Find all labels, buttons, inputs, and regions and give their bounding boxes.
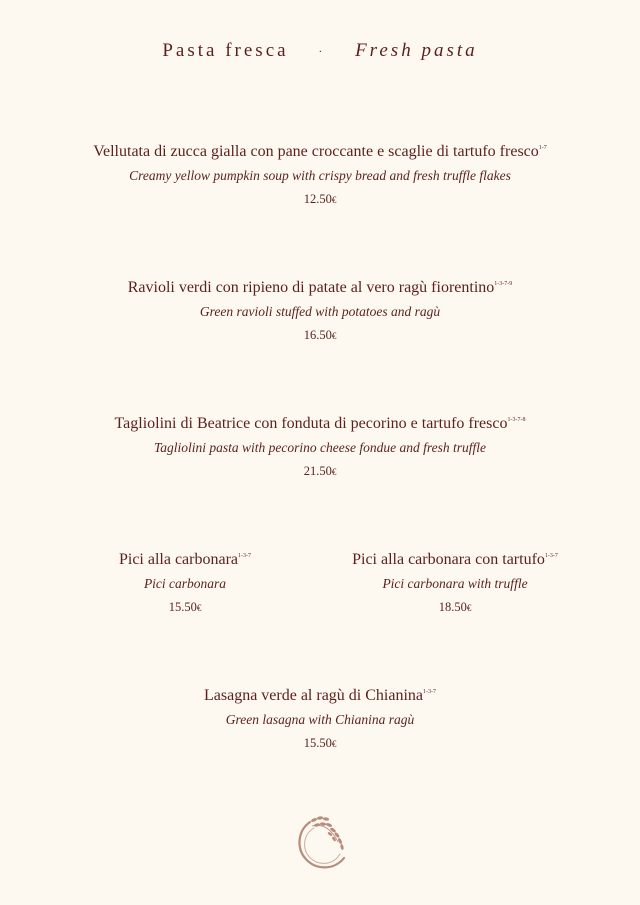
dish-price: [0, 191, 640, 208]
menu-item-pici-carbonara-truffle: [330, 546, 580, 616]
price-value: 18.50: [438, 600, 467, 614]
dish-description: Green lasagna with Chianina ragù: [225, 712, 415, 727]
menu-section-title: [0, 40, 640, 62]
dish-price: [0, 327, 640, 344]
title-separator: ·: [318, 44, 326, 59]
currency-symbol: €: [331, 739, 337, 749]
dish-name-text: Ravioli verdi con ripieno di patate al vero ragù fiorentino: [127, 279, 495, 296]
dish-description: Pici carbonara: [143, 576, 227, 591]
dish-name: [330, 546, 580, 570]
dish-name-text: Lasagna verde al ragù di Chianina: [203, 687, 424, 704]
title-english: Fresh pasta: [355, 40, 478, 61]
dish-price: [0, 735, 640, 752]
dish-description: Tagliolini pasta with pecorino cheese fondue and fresh truffle: [154, 440, 486, 455]
price-value: 21.50: [303, 464, 332, 478]
dish-name: [60, 546, 310, 570]
dish-price: [0, 463, 640, 480]
price-value: 15.50: [168, 600, 197, 614]
dish-name-text: Pici alla carbonara: [118, 551, 239, 568]
allergen-codes: 1-3-7: [423, 689, 437, 695]
price-value: 16.50: [303, 328, 332, 342]
currency-symbol: €: [331, 331, 337, 341]
allergen-codes: 1-3-7: [238, 553, 252, 559]
dish-description: Pici carbonara with truffle: [382, 576, 528, 591]
currency-symbol: €: [196, 603, 202, 613]
menu-item-pumpkin-soup: [0, 138, 640, 208]
dish-price: [330, 599, 580, 616]
dish-name-text: Tagliolini di Beatrice con fonduta di pecorino e tartufo fresco: [114, 415, 508, 432]
menu-item-lasagna: [0, 682, 640, 752]
menu-item-tagliolini: [0, 410, 640, 480]
allergen-codes: 1-7: [538, 145, 547, 151]
dish-price: [60, 599, 310, 616]
currency-symbol: €: [331, 467, 337, 477]
currency-symbol: €: [331, 195, 337, 205]
wheat-crescent-logo-icon: [288, 808, 358, 878]
price-value: 15.50: [303, 736, 332, 750]
currency-symbol: €: [466, 603, 472, 613]
menu-item-ravioli: [0, 274, 640, 344]
menu-item-pici-carbonara: [60, 546, 310, 616]
title-italian: Pasta fresca: [162, 40, 289, 61]
dish-name: [0, 138, 640, 162]
dish-name-text: Vellutata di zucca gialla con pane croccante e scaglie di tartufo fresco: [93, 143, 539, 160]
dish-name: [0, 410, 640, 434]
price-value: 12.50: [303, 192, 332, 206]
dish-name: [0, 682, 640, 706]
allergen-codes: 1-3-7: [544, 553, 558, 559]
dish-description: Green ravioli stuffed with potatoes and ragù: [199, 304, 441, 319]
dish-name-text: Pici alla carbonara con tartufo: [352, 551, 545, 568]
dish-description: Creamy yellow pumpkin soup with crispy bread and fresh truffle flakes: [129, 168, 511, 183]
allergen-codes: 1-3-7-9: [494, 281, 513, 287]
dish-name: [0, 274, 640, 298]
allergen-codes: 1-3-7-8: [507, 417, 526, 423]
